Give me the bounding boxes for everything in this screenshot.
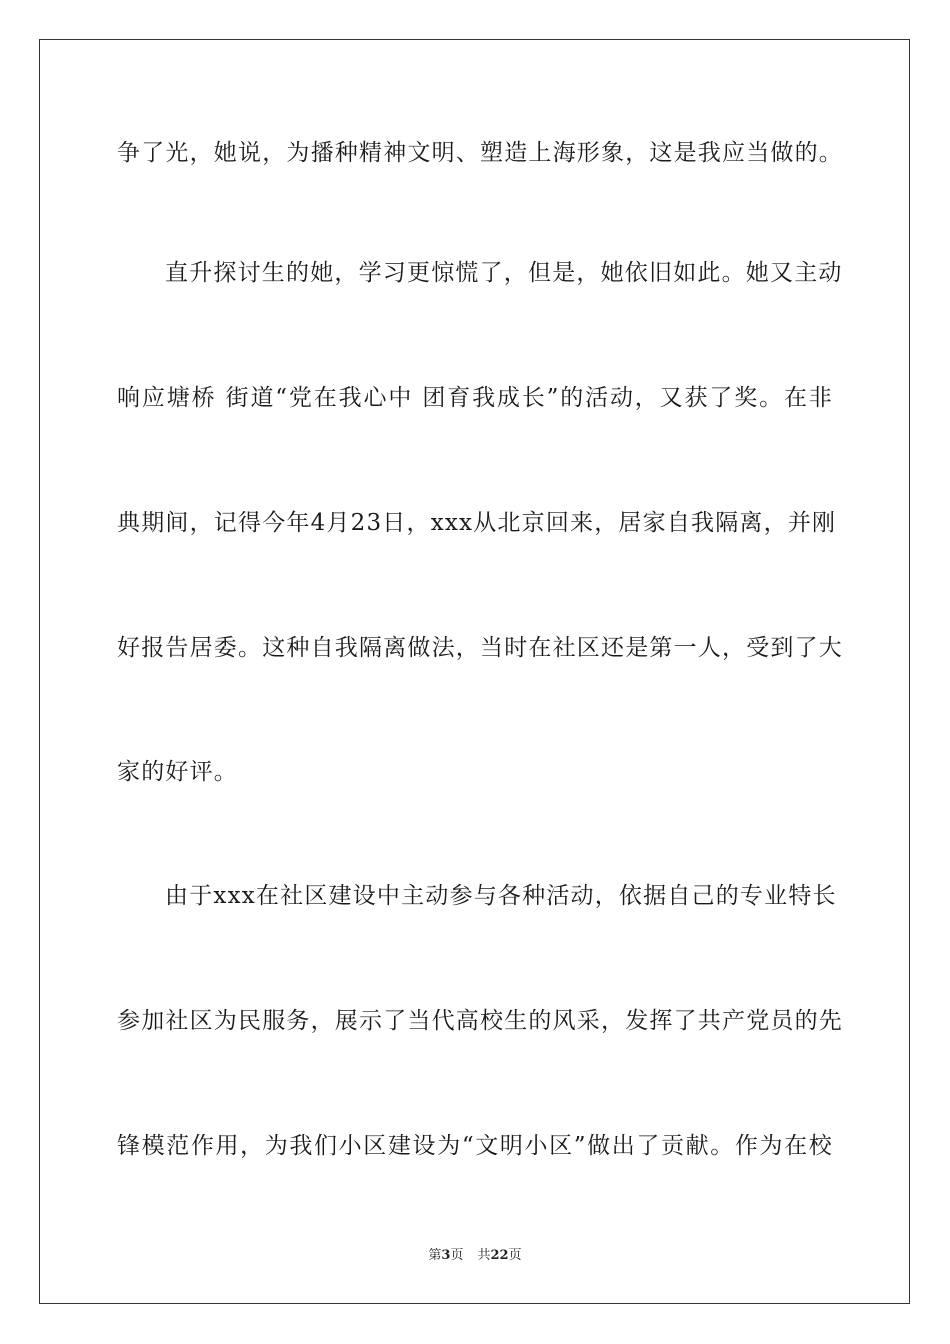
footer-total-suffix: 页 xyxy=(508,1248,522,1263)
paragraph-line: 锋模范作用，为我们小区建设为“文明小区”做出了贡献。作为在校 xyxy=(117,1133,833,1159)
footer-page-suffix: 页 xyxy=(450,1248,464,1263)
page-frame xyxy=(39,39,910,1304)
footer-page-number: 3 xyxy=(441,1248,451,1263)
paragraph-line: 响应塘桥 街道“党在我心中 团育我成长”的活动，又获了奖。在非 xyxy=(117,385,833,411)
paragraph-line: 争了光，她说，为播种精神文明、塑造上海形象，这是我应当做的。 xyxy=(117,140,843,166)
footer-page-prefix: 第 xyxy=(428,1248,442,1263)
paragraph-line: 参加社区为民服务，展示了当代高校生的风采，发挥了共产党员的先 xyxy=(117,1008,843,1034)
footer-total-pages: 22 xyxy=(490,1248,509,1263)
paragraph-line: 家的好评。 xyxy=(117,759,238,785)
paragraph-line: 典期间，记得今年4月23日，xxx从北京回来，居家自我隔离，并刚 xyxy=(117,510,837,536)
paragraph-line: 直升探讨生的她，学习更惊慌了，但是，她依旧如此。她又主动 xyxy=(165,260,843,286)
paragraph-line: 好报告居委。这种自我隔离做法，当时在社区还是第一人，受到了大 xyxy=(117,635,843,661)
page-footer xyxy=(0,1247,950,1265)
paragraph-line: 由于xxx在社区建设中主动参与各种活动，依据自己的专业特长 xyxy=(165,883,837,909)
footer-total-prefix: 共 xyxy=(477,1248,491,1263)
